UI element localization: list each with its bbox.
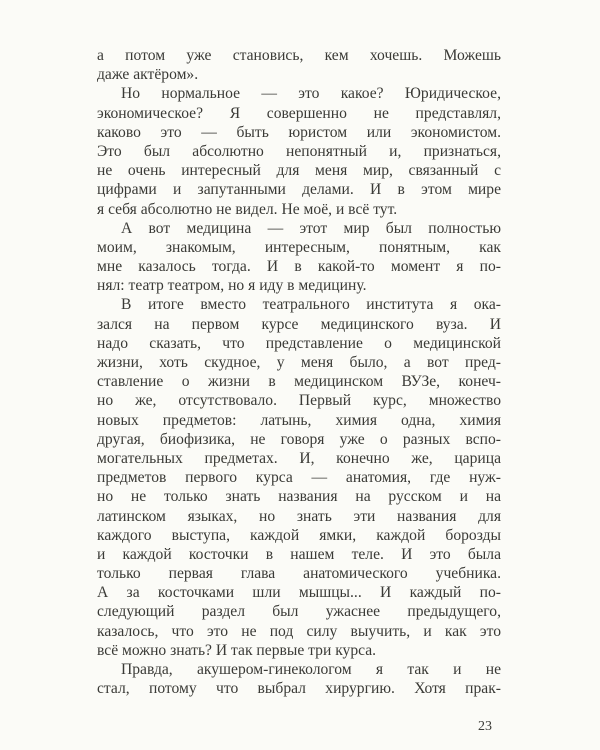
text-line: нял: театр театром, но я иду в медицину. [97, 277, 367, 295]
page-body-text [97, 46, 501, 698]
text-line: экономическое? Я совершенно не представлял, [97, 104, 501, 122]
text-line: Это был абсолютно непонятный и, признаться, [97, 142, 501, 160]
page-number: 23 [478, 719, 492, 734]
text-line: стал, потому что выбрал хирургию. Хотя прак- [97, 680, 501, 698]
text-line: не очень интересный для меня мир, связанный с [97, 162, 501, 180]
text-line: латинском языках, но знать эти названия для [97, 507, 501, 525]
text-line: жизни, хоть скудное, у меня было, а вот пред- [97, 354, 501, 371]
text-line: А вот медицина — этот мир был полностью [121, 219, 501, 237]
text-line: следующий раздел был ужаснее предыдущего, [97, 603, 501, 621]
text-line: надо сказать, что представление о медицинской [97, 334, 501, 352]
text-line: но же, отсутствовало. Первый курс, множество [97, 392, 501, 410]
text-line: могательных предметах. И, конечно же, царица [97, 449, 501, 467]
paragraph [97, 46, 501, 84]
text-line: цифрами и запутанными делами. И в этом мире [97, 181, 501, 199]
text-line: каждого выступа, каждой ямки, каждой борозды [97, 526, 501, 544]
text-line: мне казалось тогда. И в какой-то момент я по- [97, 258, 501, 276]
text-line: но не только знать названия на русском и на [97, 488, 501, 506]
text-line: я себя абсолютно не видел. Не моё, и всё тут. [97, 200, 398, 218]
paragraph [97, 660, 501, 698]
text-line: А за косточками шли мышцы... И каждый по- [97, 584, 501, 602]
text-line: предметов первого курса — анатомия, где нуж- [97, 469, 501, 487]
text-line: Но нормальное — это какое? Юридическое, [121, 85, 501, 103]
text-line: другая, биофизика, не говоря уже о разных вспо- [97, 430, 501, 448]
text-line: зался на первом курсе медицинского вуза. И [97, 315, 501, 333]
text-line: новых предметов: латынь, химия одна, химия [97, 411, 501, 429]
text-line: только первая глава анатомического учебника. [97, 565, 501, 583]
text-line: казалось, что это не под силу выучить, и как это [97, 622, 501, 640]
text-line: В итоге вместо театрального института я ока- [121, 296, 501, 314]
text-line: ставление о жизни в медицинском ВУЗе, конеч- [97, 373, 501, 391]
paragraph [97, 219, 501, 296]
text-line: всё можно знать? И так первые три курса. [97, 641, 377, 659]
text-line: и каждой косточки в нашем теле. И это была [97, 545, 501, 563]
text-line: моим, знакомым, интересным, понятным, как [97, 238, 501, 256]
paragraph [97, 295, 501, 660]
text-line: даже актёром». [97, 66, 199, 84]
paragraph [97, 84, 501, 218]
text-line: Правда, акушером-гинекологом я так и не [121, 661, 501, 678]
text-line: а потом уже становись, кем хочешь. Можешь [97, 47, 501, 64]
text-line: каково это — быть юристом или экономистом. [97, 123, 501, 141]
